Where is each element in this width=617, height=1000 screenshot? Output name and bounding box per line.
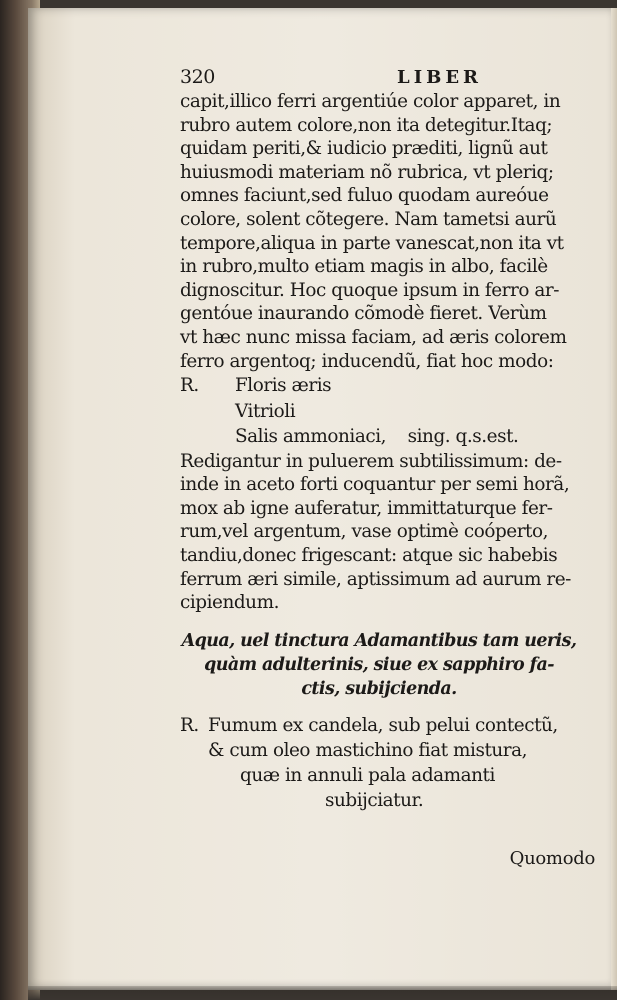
recipe-2	[180, 713, 592, 813]
text-line: tempore,aliqua in parte vanescat,non ita vt	[180, 232, 564, 254]
running-title: LIBER	[397, 67, 482, 88]
paragraph-1	[180, 90, 592, 373]
heading-line: ctis, subijcienda.	[301, 678, 457, 699]
recipe-line	[180, 373, 592, 399]
heading-line: quàm adulterinis, siue ex sapphiro fa-	[204, 654, 554, 675]
text-line: rubro autem colore,non ita detegitur.Itaq;	[180, 114, 553, 136]
text-line: dignoscitur. Hoc quoque ipsum in ferro ar-	[180, 279, 560, 301]
text-line: inde in aceto forti coquantur per semi horã,	[180, 474, 570, 496]
text-line: capit,illico ferri argentiúe color apparet, in	[180, 91, 561, 112]
recipe-line: & cum oleo mastichino fiat mistura,	[208, 739, 528, 761]
ingredient: Vitrioli	[235, 400, 296, 422]
text-line: omnes faciunt,sed fuluo quodam aureóue	[180, 185, 549, 207]
heading-line: Aqua, uel tinctura Adamantibus tam ueris,	[181, 630, 577, 651]
recipe-line: quæ in annuli pala adamanti	[240, 764, 495, 786]
recipe-marker: R.	[180, 714, 199, 736]
text-line: colore, solent cõtegere. Nam tametsi aurũ	[180, 208, 557, 230]
ingredient: Floris æris	[235, 375, 332, 397]
recipe-marker: R.	[180, 375, 199, 397]
recipe-text: Fumum ex candela, sub pelui contectũ,	[208, 714, 558, 736]
page-header	[180, 64, 482, 90]
text-line: huiusmodi materiam nõ rubrica, vt pleriq;	[180, 161, 554, 183]
ingredient: Salis ammoniaci, sing. q.s.est.	[235, 426, 519, 448]
page-fore-edge	[611, 8, 617, 990]
text-line: quidam periti,& iudicio præditi, lignũ aut	[180, 138, 548, 160]
recipe-line	[180, 713, 592, 738]
text-line: Redigantur in puluerem subtilissimum: de-	[180, 450, 562, 472]
text-line: tandiu,donec frigescant: atque sic habebis	[180, 545, 558, 566]
page-number: 320	[180, 66, 215, 88]
section-heading	[180, 629, 578, 701]
text-line: rum,vel argentum, vase optimè coóperto,	[180, 521, 548, 543]
text-line: mox ab igne auferatur, immittaturque fer-	[180, 497, 553, 519]
text-line: gentóue inaurando cõmodè fieret. Verùm	[180, 303, 547, 325]
recipe-1	[180, 373, 592, 450]
catchword: Quomodo	[509, 848, 595, 869]
text-line: vt hæc nunc missa faciam, ad æris colorem	[180, 326, 567, 348]
page-text-block	[180, 64, 592, 813]
paragraph-2	[180, 450, 592, 615]
recipe-line: subijciatur.	[325, 789, 424, 811]
text-line: ferrum æri simile, aptissimum ad aurum re-	[180, 568, 571, 590]
text-line: in rubro,multo etiam magis in albo, facilè	[180, 256, 548, 278]
recipe-line	[180, 424, 592, 450]
recipe-line	[180, 399, 592, 425]
text-line: cipiendum.	[180, 592, 279, 614]
text-line: ferro argentoq; inducendũ, fiat hoc modo:	[180, 350, 554, 372]
page-bottom-shadow	[28, 986, 617, 1000]
